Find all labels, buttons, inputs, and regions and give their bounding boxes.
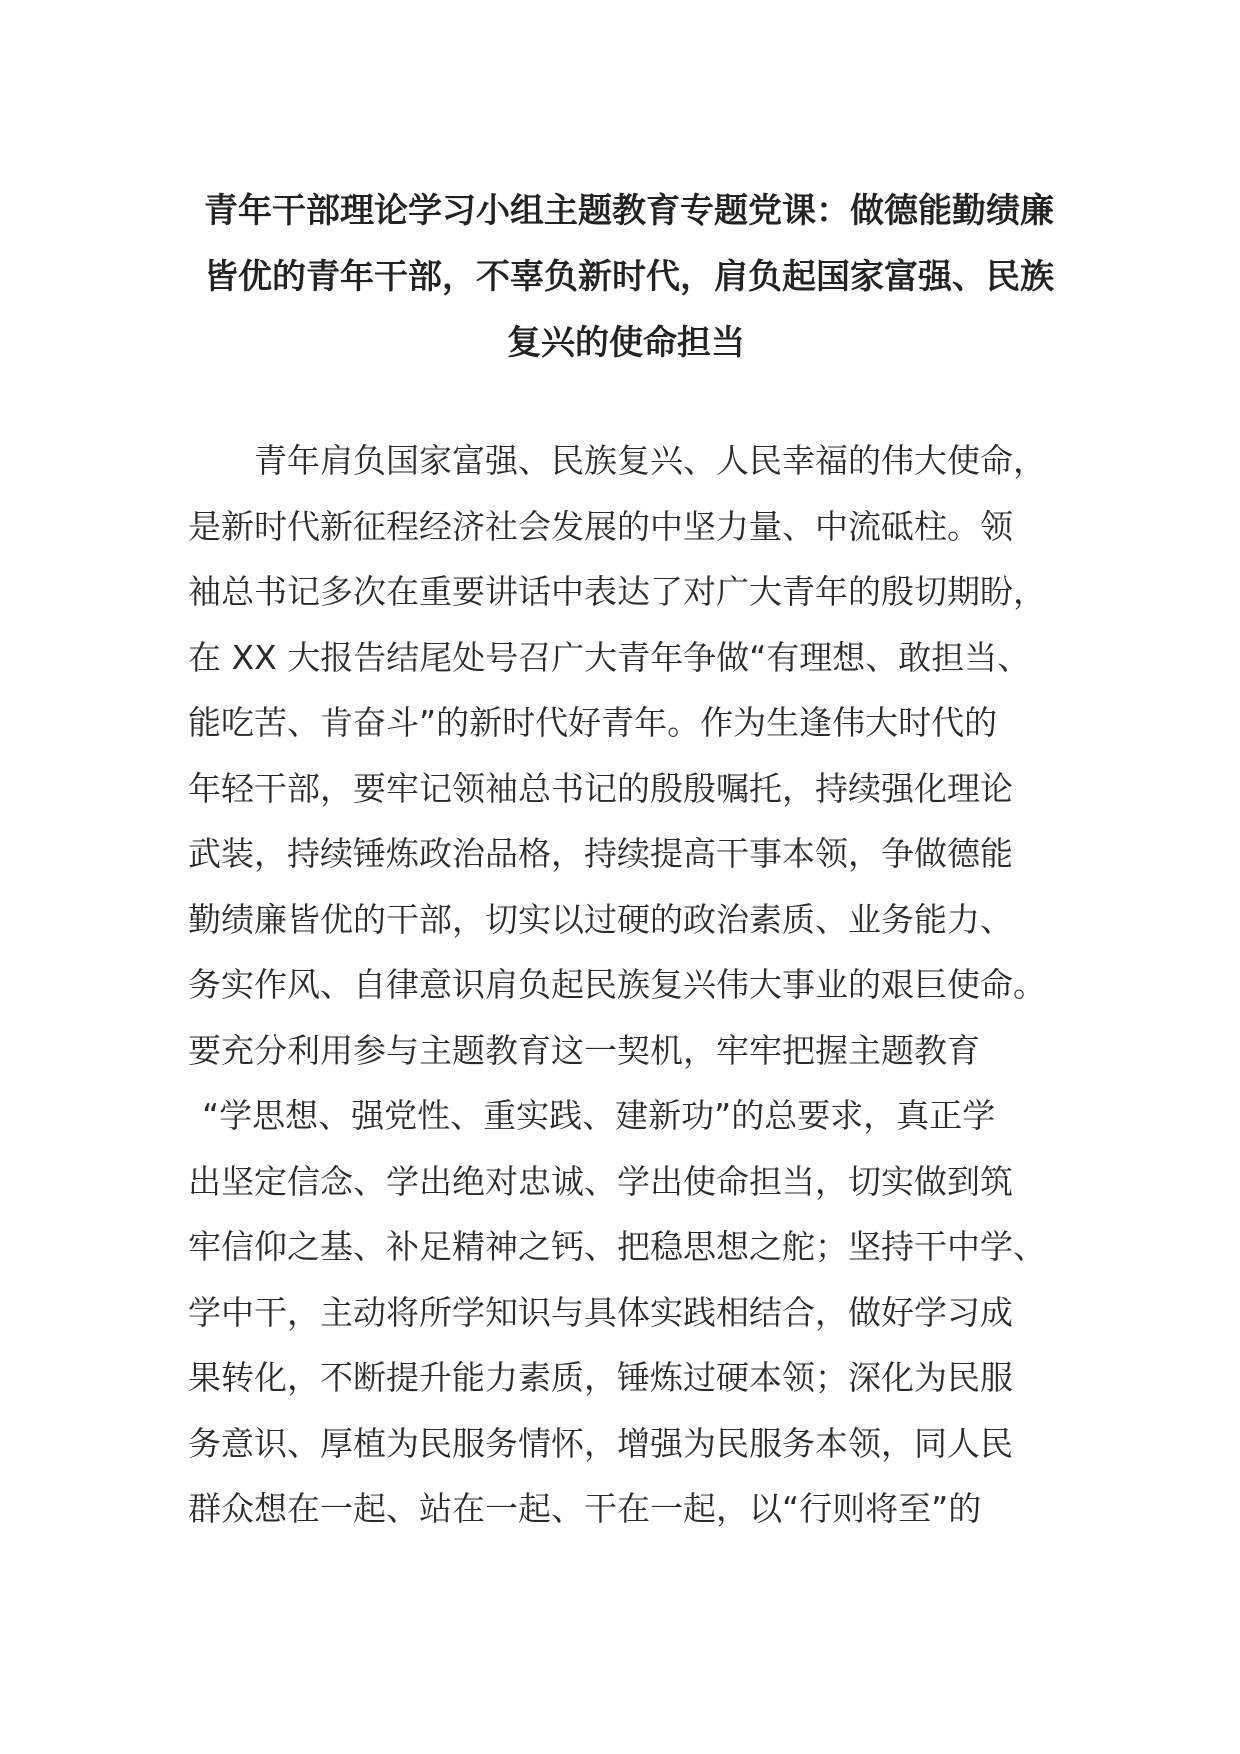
- body-line: 果转化，不断提升能力素质，锤炼过硬本领；深化为民服: [188, 1358, 1013, 1397]
- body-line: 学中干，主动将所学知识与具体实践相结合，做好学习成: [188, 1292, 1013, 1332]
- body-line: 务实作风、自律意识肩负起民族复兴伟大事业的艰巨使命。: [188, 965, 1046, 1004]
- body-line: 能吃苦、肯奋斗”的新时代好青年。作为生逢伟大时代的: [188, 703, 998, 742]
- body-line: 袖总书记多次在重要讲话中表达了对广大青年的殷切期盼，: [188, 572, 1046, 611]
- body-paragraph: [188, 428, 1088, 1542]
- body-line: 武装，持续锤炼政治品格，持续提高干事本领，争做德能: [188, 834, 1013, 873]
- body-line: 勤绩廉皆优的干部，切实以过硬的政治素质、业务能力、: [188, 899, 1013, 939]
- body-line: “学思想、强党性、重实践、建新功”的总要求，真正学: [202, 1096, 996, 1135]
- body-line: 出坚定信念、学出绝对忠诚、学出使命担当，切实做到筑: [188, 1161, 1013, 1201]
- body-line: 务意识、厚植为民服务情怀，增强为民服务本领，同人民: [188, 1423, 1013, 1463]
- title-line: 青年干部理论学习小组主题教育专题党课：做德能勤绩廉: [204, 191, 1054, 231]
- body-line: 群众想在一起、站在一起、干在一起，以“行则将至”的: [188, 1489, 982, 1528]
- body-line: 要充分利用参与主题教育这一契机，牢牢把握主题教育: [188, 1030, 980, 1070]
- body-line: 年轻干部，要牢记领袖总书记的殷殷嘱托，持续强化理论: [188, 768, 1013, 808]
- body-line: 是新时代新征程经济社会发展的中坚力量、中流砥柱。领: [188, 506, 1013, 546]
- title-line: 皆优的青年干部，不辜负新时代，肩负起国家富强、民族: [204, 257, 1054, 297]
- body-line: 青年肩负国家富强、民族复兴、人民幸福的伟大使命，: [254, 441, 1046, 480]
- document-title: [196, 178, 1056, 376]
- body-line: 牢信仰之基、补足精神之钙、把稳思想之舵；坚持干中学、: [188, 1227, 1046, 1266]
- body-line: 在 XX 大报告结尾处号召广大青年争做“有理想、敢担当、: [188, 637, 1031, 677]
- title-line: 复兴的使命担当: [507, 323, 745, 363]
